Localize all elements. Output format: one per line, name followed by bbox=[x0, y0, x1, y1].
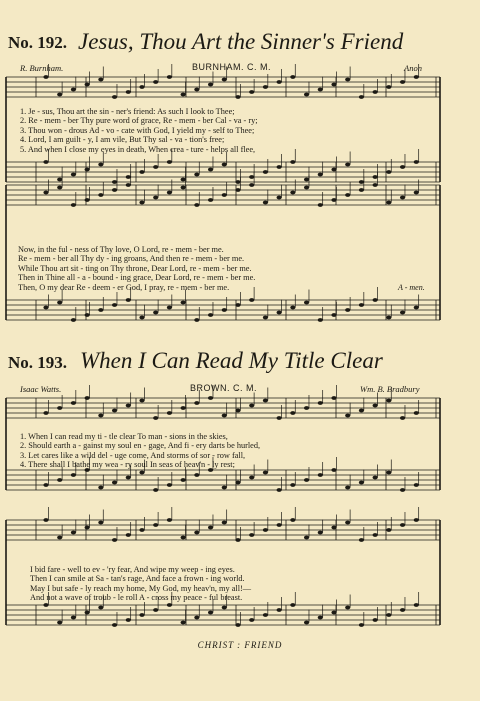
note-head bbox=[126, 298, 131, 302]
hymn-title: When I Can Read My Title Clear bbox=[80, 348, 383, 373]
note-head bbox=[345, 486, 350, 490]
note-head bbox=[263, 471, 268, 475]
note-head bbox=[345, 606, 350, 610]
note-head bbox=[71, 473, 76, 477]
note-head bbox=[318, 531, 323, 535]
lyric-line: May I but safe - ly reach my home, My God, my heav'n, my all!— bbox=[30, 583, 252, 593]
note-head bbox=[153, 416, 158, 420]
note-head bbox=[359, 409, 364, 413]
note-head bbox=[290, 306, 295, 310]
note-head bbox=[85, 168, 90, 172]
note-head bbox=[345, 308, 350, 312]
lyric-line: 4. Lord, I am guilt - y, I am vile, But Thy sal - va - tion's free; bbox=[20, 135, 225, 145]
note-head bbox=[57, 301, 62, 305]
note-head bbox=[194, 203, 199, 207]
note-head bbox=[85, 83, 90, 87]
note-head bbox=[98, 308, 103, 312]
note-head bbox=[290, 483, 295, 487]
note-head bbox=[318, 88, 323, 92]
note-head bbox=[359, 481, 364, 485]
tune-name: BROWN. C. M. bbox=[190, 383, 257, 393]
note-head bbox=[43, 603, 48, 607]
note-head bbox=[290, 160, 295, 164]
note-head bbox=[153, 165, 158, 169]
lyric-line: 4. There shall I bathe my wea - ry soul In seas of heav'n - ly rest; bbox=[20, 460, 235, 470]
note-head bbox=[181, 536, 186, 540]
note-head bbox=[290, 603, 295, 607]
note-head bbox=[222, 414, 227, 418]
note-head bbox=[400, 311, 405, 315]
note-head bbox=[139, 201, 144, 205]
note-head bbox=[263, 201, 268, 205]
note-head bbox=[373, 90, 378, 94]
note-head bbox=[331, 526, 336, 530]
lyrics-193-b bbox=[30, 565, 251, 603]
amen-label: A - men. bbox=[398, 283, 425, 292]
note-head bbox=[43, 518, 48, 522]
note-head bbox=[112, 623, 117, 627]
note-head bbox=[194, 616, 199, 620]
note-head bbox=[414, 603, 419, 607]
note-head bbox=[249, 404, 254, 408]
note-head bbox=[304, 536, 309, 540]
note-head bbox=[304, 406, 309, 410]
note-head bbox=[98, 521, 103, 525]
note-head bbox=[304, 178, 309, 182]
tune-name: BURNHAM. C. M. bbox=[192, 62, 271, 72]
note-head bbox=[345, 521, 350, 525]
note-head bbox=[85, 198, 90, 202]
note-head bbox=[249, 476, 254, 480]
note-head bbox=[414, 411, 419, 415]
note-head bbox=[57, 93, 62, 97]
note-head bbox=[359, 538, 364, 542]
note-head bbox=[277, 488, 282, 492]
note-head bbox=[222, 78, 227, 82]
composer: Wm. B. Bradbury bbox=[360, 384, 420, 394]
note-head bbox=[85, 313, 90, 317]
note-head bbox=[43, 160, 48, 164]
page-footer: CHRIST : FRIEND bbox=[197, 640, 283, 650]
note-head bbox=[373, 183, 378, 187]
note-head bbox=[139, 85, 144, 89]
note-head bbox=[71, 88, 76, 92]
note-head bbox=[400, 608, 405, 612]
note-head bbox=[222, 193, 227, 197]
note-head bbox=[373, 533, 378, 537]
note-head bbox=[331, 611, 336, 615]
note-head bbox=[414, 191, 419, 195]
note-head bbox=[400, 196, 405, 200]
note-head bbox=[345, 163, 350, 167]
note-head bbox=[98, 606, 103, 610]
note-head bbox=[414, 75, 419, 79]
note-head bbox=[345, 78, 350, 82]
note-head bbox=[181, 93, 186, 97]
note-head bbox=[359, 623, 364, 627]
note-head bbox=[359, 303, 364, 307]
note-head bbox=[414, 483, 419, 487]
note-head bbox=[208, 313, 213, 317]
lyrics-193-a bbox=[20, 432, 260, 470]
note-head bbox=[222, 606, 227, 610]
note-head bbox=[400, 488, 405, 492]
composer: Anon bbox=[404, 63, 422, 73]
note-head bbox=[318, 318, 323, 322]
note-head bbox=[57, 621, 62, 625]
note-head bbox=[194, 473, 199, 477]
note-head bbox=[43, 411, 48, 415]
note-head bbox=[167, 603, 172, 607]
note-head bbox=[208, 526, 213, 530]
note-head bbox=[414, 306, 419, 310]
lyric-line: 3. Let cares like a wild del - uge come, And storms of sor - row fall, bbox=[20, 450, 246, 460]
lyric-line: Then I can smile at Sa - tan's rage, And face a frown - ing world. bbox=[30, 574, 245, 584]
note-head bbox=[290, 191, 295, 195]
note-head bbox=[304, 93, 309, 97]
note-head bbox=[208, 611, 213, 615]
note-head bbox=[112, 303, 117, 307]
note-head bbox=[263, 399, 268, 403]
note-head bbox=[249, 90, 254, 94]
note-head bbox=[57, 406, 62, 410]
note-head bbox=[318, 473, 323, 477]
note-head bbox=[126, 476, 131, 480]
note-head bbox=[167, 191, 172, 195]
note-head bbox=[277, 80, 282, 84]
lyric-line: 1. When I can read my ti - tle clear To man - sions in the skies, bbox=[20, 432, 228, 441]
note-head bbox=[235, 538, 240, 542]
note-head bbox=[126, 175, 131, 179]
lyric-line: 2. Should earth a - gainst my soul en - gage, And fi - ery darts be hurled, bbox=[20, 441, 261, 451]
note-head bbox=[43, 191, 48, 195]
note-head bbox=[345, 193, 350, 197]
note-head bbox=[98, 486, 103, 490]
note-head bbox=[249, 618, 254, 622]
note-head bbox=[386, 471, 391, 475]
note-head bbox=[71, 531, 76, 535]
note-head bbox=[126, 533, 131, 537]
note-head bbox=[386, 399, 391, 403]
note-head bbox=[359, 180, 364, 184]
note-head bbox=[400, 80, 405, 84]
note-head bbox=[71, 616, 76, 620]
note-head bbox=[414, 518, 419, 522]
lyric-line: 2. Re - mem - ber Thy pure word of grace, Re - mem - ber Cal - va - ry; bbox=[20, 116, 258, 126]
note-head bbox=[263, 316, 268, 320]
note-head bbox=[331, 468, 336, 472]
note-head bbox=[400, 523, 405, 527]
note-head bbox=[208, 396, 213, 400]
note-head bbox=[249, 175, 254, 179]
note-head bbox=[98, 78, 103, 82]
note-head bbox=[373, 298, 378, 302]
lyric-line: Re - mem - ber all Thy dy - ing groans, And then re - mem - ber me. bbox=[18, 254, 245, 264]
note-head bbox=[304, 621, 309, 625]
note-head bbox=[139, 471, 144, 475]
note-head bbox=[194, 173, 199, 177]
note-head bbox=[263, 170, 268, 174]
note-head bbox=[57, 178, 62, 182]
note-head bbox=[126, 618, 131, 622]
note-head bbox=[386, 528, 391, 532]
note-head bbox=[277, 416, 282, 420]
note-head bbox=[194, 318, 199, 322]
note-head bbox=[277, 523, 282, 527]
note-head bbox=[359, 188, 364, 192]
note-head bbox=[277, 608, 282, 612]
note-head bbox=[153, 488, 158, 492]
note-head bbox=[126, 183, 131, 187]
note-head bbox=[345, 414, 350, 418]
note-head bbox=[98, 193, 103, 197]
lyric-line: Then in Thine all - a - bound - ing grace, Dear Lord, re - mem - ber me. bbox=[18, 273, 256, 283]
note-head bbox=[249, 533, 254, 537]
lyrics-192-b bbox=[18, 245, 255, 292]
note-head bbox=[400, 165, 405, 169]
note-head bbox=[167, 75, 172, 79]
note-head bbox=[359, 95, 364, 99]
note-head bbox=[112, 95, 117, 99]
note-head bbox=[304, 478, 309, 482]
note-head bbox=[304, 186, 309, 190]
note-head bbox=[249, 183, 254, 187]
note-head bbox=[194, 88, 199, 92]
note-head bbox=[167, 160, 172, 164]
note-head bbox=[71, 318, 76, 322]
note-head bbox=[331, 168, 336, 172]
note-head bbox=[235, 409, 240, 413]
lyric-line: 3. Thou won - drous Ad - vo - cate with God, I yield my - self to Thee; bbox=[20, 125, 255, 135]
note-head bbox=[112, 180, 117, 184]
note-head bbox=[331, 396, 336, 400]
note-head bbox=[373, 618, 378, 622]
note-head bbox=[386, 170, 391, 174]
note-head bbox=[290, 411, 295, 415]
note-head bbox=[235, 95, 240, 99]
note-head bbox=[153, 196, 158, 200]
note-head bbox=[373, 404, 378, 408]
note-head bbox=[153, 80, 158, 84]
note-head bbox=[139, 613, 144, 617]
note-head bbox=[139, 399, 144, 403]
note-head bbox=[57, 536, 62, 540]
note-head bbox=[290, 75, 295, 79]
lyrics-192-a bbox=[20, 107, 258, 154]
note-head bbox=[263, 613, 268, 617]
note-head bbox=[43, 75, 48, 79]
note-head bbox=[222, 163, 227, 167]
note-head bbox=[181, 621, 186, 625]
note-head bbox=[235, 180, 240, 184]
note-head bbox=[153, 523, 158, 527]
note-head bbox=[208, 198, 213, 202]
note-head bbox=[277, 196, 282, 200]
lyric-line: And not a wave of troub - le roll A - cross my peace - ful breast. bbox=[30, 593, 243, 603]
note-head bbox=[400, 416, 405, 420]
note-head bbox=[373, 476, 378, 480]
lyric-line: 5. And when I close my eyes in death, When crea - ture - helps all flee, bbox=[20, 144, 256, 154]
note-head bbox=[85, 611, 90, 615]
note-head bbox=[139, 528, 144, 532]
note-head bbox=[263, 85, 268, 89]
hymn-number: No. 193. bbox=[8, 353, 68, 372]
note-head bbox=[277, 165, 282, 169]
note-head bbox=[71, 173, 76, 177]
note-head bbox=[386, 85, 391, 89]
note-head bbox=[331, 198, 336, 202]
note-head bbox=[263, 528, 268, 532]
note-head bbox=[222, 521, 227, 525]
note-head bbox=[386, 201, 391, 205]
note-head bbox=[71, 203, 76, 207]
note-head bbox=[290, 518, 295, 522]
note-head bbox=[167, 483, 172, 487]
note-head bbox=[153, 311, 158, 315]
note-head bbox=[57, 186, 62, 190]
note-head bbox=[181, 186, 186, 190]
lyric-line: Then, O my dear Re - deem - er God, I pray, re - mem - ber me. bbox=[18, 282, 230, 292]
note-head bbox=[112, 481, 117, 485]
note-head bbox=[43, 483, 48, 487]
hymn-number: No. 192. bbox=[8, 33, 68, 52]
note-head bbox=[386, 613, 391, 617]
note-head bbox=[71, 401, 76, 405]
note-head bbox=[112, 409, 117, 413]
note-head bbox=[139, 170, 144, 174]
lyric-line: Now, in the ful - ness of Thy love, O Lord, re - mem - ber me. bbox=[18, 245, 224, 254]
note-head bbox=[222, 308, 227, 312]
note-head bbox=[139, 316, 144, 320]
note-head bbox=[181, 406, 186, 410]
note-head bbox=[414, 160, 419, 164]
note-head bbox=[194, 531, 199, 535]
note-head bbox=[112, 188, 117, 192]
note-head bbox=[208, 168, 213, 172]
note-head bbox=[318, 616, 323, 620]
note-head bbox=[112, 538, 117, 542]
note-head bbox=[85, 526, 90, 530]
note-head bbox=[167, 518, 172, 522]
note-head bbox=[235, 481, 240, 485]
note-head bbox=[208, 83, 213, 87]
note-head bbox=[249, 298, 254, 302]
note-head bbox=[57, 478, 62, 482]
note-head bbox=[277, 311, 282, 315]
lyricist: R. Burnham. bbox=[20, 63, 64, 73]
note-head bbox=[235, 623, 240, 627]
note-head bbox=[386, 316, 391, 320]
note-head bbox=[167, 306, 172, 310]
lyric-line: I bid fare - well to ev - 'ry fear, And wipe my weep - ing eyes. bbox=[30, 565, 235, 574]
note-head bbox=[304, 301, 309, 305]
note-head bbox=[194, 401, 199, 405]
note-head bbox=[235, 303, 240, 307]
note-head bbox=[85, 396, 90, 400]
hymn-title: Jesus, Thou Art the Sinner's Friend bbox=[78, 29, 404, 54]
note-head bbox=[126, 404, 131, 408]
note-head bbox=[318, 203, 323, 207]
note-head bbox=[126, 90, 131, 94]
note-head bbox=[222, 486, 227, 490]
note-head bbox=[181, 301, 186, 305]
note-head bbox=[167, 411, 172, 415]
note-head bbox=[181, 478, 186, 482]
note-head bbox=[153, 608, 158, 612]
note-head bbox=[373, 175, 378, 179]
note-head bbox=[318, 173, 323, 177]
note-head bbox=[235, 188, 240, 192]
note-head bbox=[43, 306, 48, 310]
note-head bbox=[331, 313, 336, 317]
note-head bbox=[98, 414, 103, 418]
note-head bbox=[318, 401, 323, 405]
lyricist: Isaac Watts. bbox=[20, 384, 62, 394]
note-head bbox=[331, 83, 336, 87]
lyric-line: 1. Je - sus, Thou art the sin - ner's friend: As such I look to Thee; bbox=[20, 107, 235, 116]
note-head bbox=[181, 178, 186, 182]
lyric-line: While Thou art sit - ting on Thy throne, Dear Lord, re - mem - ber me. bbox=[18, 263, 252, 273]
note-head bbox=[98, 163, 103, 167]
